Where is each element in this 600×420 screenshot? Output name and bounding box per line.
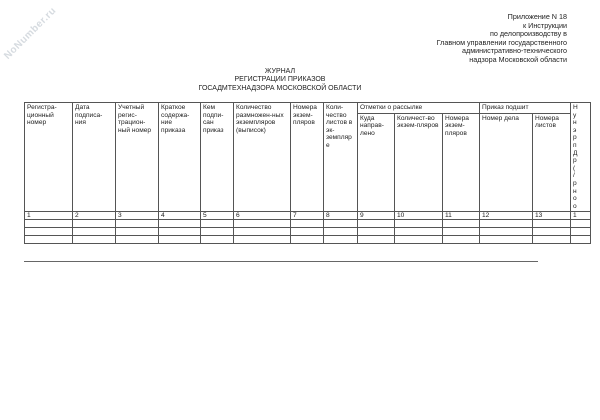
column-number: 6 [234, 212, 291, 220]
column-number-row [25, 212, 591, 220]
document-title [180, 68, 380, 93]
watermark: NoNumber.ru [2, 5, 59, 62]
column-number: 7 [291, 212, 324, 220]
separator-line [24, 261, 538, 262]
header-cell: Учетный регис-трацион-ный номер [116, 103, 159, 212]
table-row [25, 228, 591, 236]
header-cell: Кем подпи-сан приказ [201, 103, 234, 212]
column-number: 1 [571, 212, 591, 220]
appendix-note [437, 13, 567, 65]
group-header-filed: Приказ подшит [480, 103, 571, 114]
column-number: 3 [116, 212, 159, 220]
title-line: РЕГИСТРАЦИИ ПРИКАЗОВ [234, 76, 326, 84]
header-cell-truncated [571, 103, 591, 212]
header-cell: Номера листов [533, 113, 571, 211]
appendix-line: Приложение N 18 [507, 12, 567, 21]
header-cell: Дата подписа-ния [73, 103, 116, 212]
header-cell: Регистра-ционный номер [25, 103, 73, 212]
header-cell: Номера экзем-пляров [443, 113, 480, 211]
column-number: 8 [324, 212, 358, 220]
header-cell: Куда направ-лено [358, 113, 395, 211]
column-number: 13 [533, 212, 571, 220]
header-cell: Номер дела [480, 113, 533, 211]
header-cell: Коли-чество листов в эк-земпляре [324, 103, 358, 212]
truncated-header-text: Нунэрп Др(/рноо [573, 104, 578, 210]
group-header-mailing: Отметки о рассылке [358, 103, 480, 114]
appendix-line: административно-технического [462, 46, 567, 56]
column-number: 9 [358, 212, 395, 220]
column-number: 5 [201, 212, 234, 220]
table-row [25, 236, 591, 244]
appendix-line: к Инструкции [523, 20, 567, 30]
title-line: ГОСАДМТЕХНАДЗОРА МОСКОВСКОЙ ОБЛАСТИ [198, 84, 362, 92]
column-number: 2 [73, 212, 116, 220]
header-cell: Номера экзем-пляров [291, 103, 324, 212]
appendix-line: надзора Московской области [469, 54, 567, 64]
header-cell: Количество размножен-ных экземпляров (выписок) [234, 103, 291, 212]
table-row [25, 220, 591, 228]
column-number: 4 [159, 212, 201, 220]
register-table [24, 102, 591, 244]
title-line: ЖУРНАЛ [264, 68, 296, 75]
column-number: 11 [443, 212, 480, 220]
appendix-line: по делопроизводству в [489, 29, 567, 39]
header-cell: Краткое содержа-ние приказа [159, 103, 201, 212]
appendix-line: Главном управлении государственного [436, 37, 567, 47]
column-number: 1 [25, 212, 73, 220]
column-number: 10 [395, 212, 443, 220]
column-number: 12 [480, 212, 533, 220]
header-cell: Количест-во экзем-пляров [395, 113, 443, 211]
